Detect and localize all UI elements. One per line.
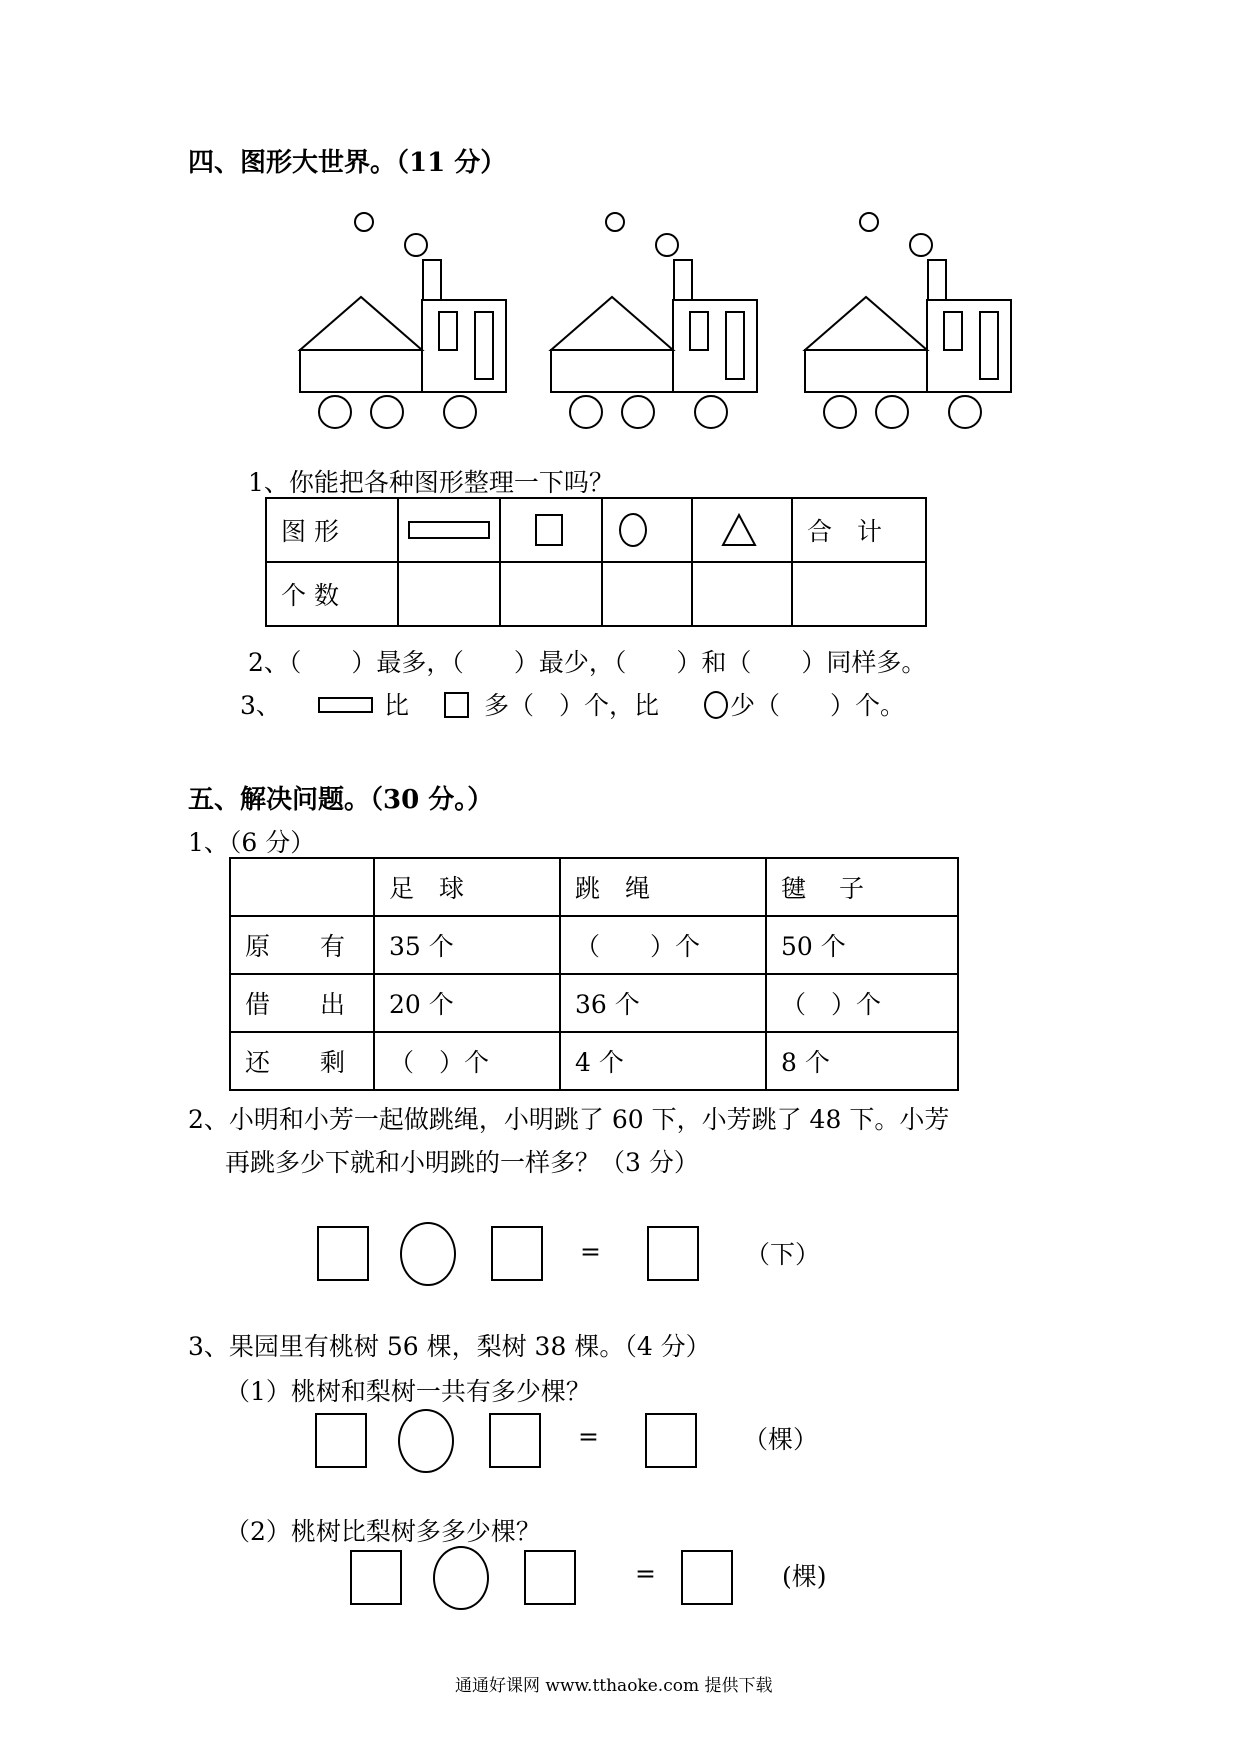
- circle-shape-q3: [704, 691, 728, 719]
- operator-circle[interactable]: [398, 1409, 454, 1473]
- answer-box-2[interactable]: [489, 1413, 541, 1468]
- train-1: [300, 213, 506, 428]
- unit-label: （下）: [745, 1240, 821, 1269]
- answer-box-result[interactable]: [645, 1413, 697, 1468]
- answer-box-2[interactable]: [491, 1226, 543, 1281]
- operator-circle[interactable]: [433, 1546, 489, 1610]
- table-cell: 8 个: [766, 1032, 958, 1090]
- section-4-q3-prefix: 3、: [240, 691, 281, 720]
- table-header-football: 足 球: [374, 858, 560, 916]
- rectangle-shape: [408, 521, 490, 539]
- total-label: 合 计: [792, 498, 926, 562]
- section-5-q3-sub1: （1）桃树和梨树一共有多少棵？: [225, 1377, 591, 1406]
- count-triangle[interactable]: [692, 562, 792, 626]
- table-row: [230, 974, 958, 1032]
- answer-box-result[interactable]: [647, 1226, 699, 1281]
- answer-box-1[interactable]: [317, 1226, 369, 1281]
- unit-label: （棵）: [743, 1425, 819, 1454]
- count-rectangle[interactable]: [398, 562, 500, 626]
- section-5-q3-sub2: （2）桃树比梨树多多少棵？: [225, 1517, 541, 1546]
- section-5-title: 五、解决问题。（30 分。）: [188, 785, 494, 815]
- equals-sign: =: [635, 1559, 656, 1588]
- section-4-q2: 2、（ ）最多，（ ）最少，（ ）和（ ）同样多。: [248, 648, 927, 677]
- answer-box-1[interactable]: [315, 1413, 367, 1468]
- triangle-shape: [719, 512, 759, 548]
- answer-box-1[interactable]: [350, 1550, 402, 1605]
- equals-sign: =: [580, 1237, 601, 1266]
- table-row: [230, 1032, 958, 1090]
- table-cell: 4 个: [560, 1032, 766, 1090]
- square-shape-q3: [444, 692, 469, 718]
- section-5-q2-line2: 再跳多少下就和小明跳的一样多？（3 分）: [225, 1148, 699, 1177]
- circle-shape: [619, 513, 647, 547]
- section-4-q1: 1、你能把各种图形整理一下吗？: [248, 468, 614, 497]
- count-circle[interactable]: [602, 562, 692, 626]
- table-cell-blank[interactable]: （ ）个: [374, 1032, 560, 1090]
- row-label: 还 剩: [230, 1032, 374, 1090]
- row-label-shapes: 图 形: [266, 498, 398, 562]
- footer-text: 通通好课网 www.tthaoke.com 提供下载: [455, 1676, 773, 1696]
- row-label: 借 出: [230, 974, 374, 1032]
- table-header-shuttlecock: 毽 子: [766, 858, 958, 916]
- table-cell-blank[interactable]: （ ）个: [766, 974, 958, 1032]
- table-header-empty: [230, 858, 374, 916]
- table-cell: 50 个: [766, 916, 958, 974]
- trains-illustration: [290, 200, 1030, 440]
- count-total[interactable]: [792, 562, 926, 626]
- row-label-count: 个 数: [266, 562, 398, 626]
- section-4-q3-mid: 多（ ）个，比: [484, 691, 660, 720]
- answer-box-2[interactable]: [524, 1550, 576, 1605]
- answer-box-result[interactable]: [681, 1550, 733, 1605]
- section-5-q2-line1: 2、小明和小芳一起做跳绳，小明跳了 60 下，小芳跳了 48 下。小芳: [188, 1105, 950, 1134]
- unit-label: (棵): [782, 1562, 827, 1591]
- sports-equipment-table: [229, 857, 959, 1091]
- table-cell: 36 个: [560, 974, 766, 1032]
- section-4-title: 四、图形大世界。（11 分）: [188, 148, 507, 178]
- row-label: 原 有: [230, 916, 374, 974]
- operator-circle[interactable]: [400, 1222, 456, 1286]
- section-4-q3-end: 少（ ）个。: [730, 691, 906, 720]
- rectangle-shape-q3: [318, 697, 373, 713]
- table-row: [230, 916, 958, 974]
- train-2: [551, 213, 757, 428]
- section-5-q3: 3、果园里有桃树 56 棵，梨树 38 棵。（4 分）: [188, 1332, 711, 1361]
- shapes-count-table: [265, 497, 927, 627]
- equals-sign: =: [578, 1422, 599, 1451]
- square-shape: [535, 514, 563, 546]
- count-square[interactable]: [500, 562, 602, 626]
- section-4-q3-bi: 比: [384, 691, 410, 720]
- train-3: [805, 213, 1011, 428]
- table-header-jump-rope: 跳 绳: [560, 858, 766, 916]
- table-cell: 35 个: [374, 916, 560, 974]
- table-cell-blank[interactable]: （ ）个: [560, 916, 766, 974]
- section-5-q1: 1、（6 分）: [188, 828, 316, 857]
- table-cell: 20 个: [374, 974, 560, 1032]
